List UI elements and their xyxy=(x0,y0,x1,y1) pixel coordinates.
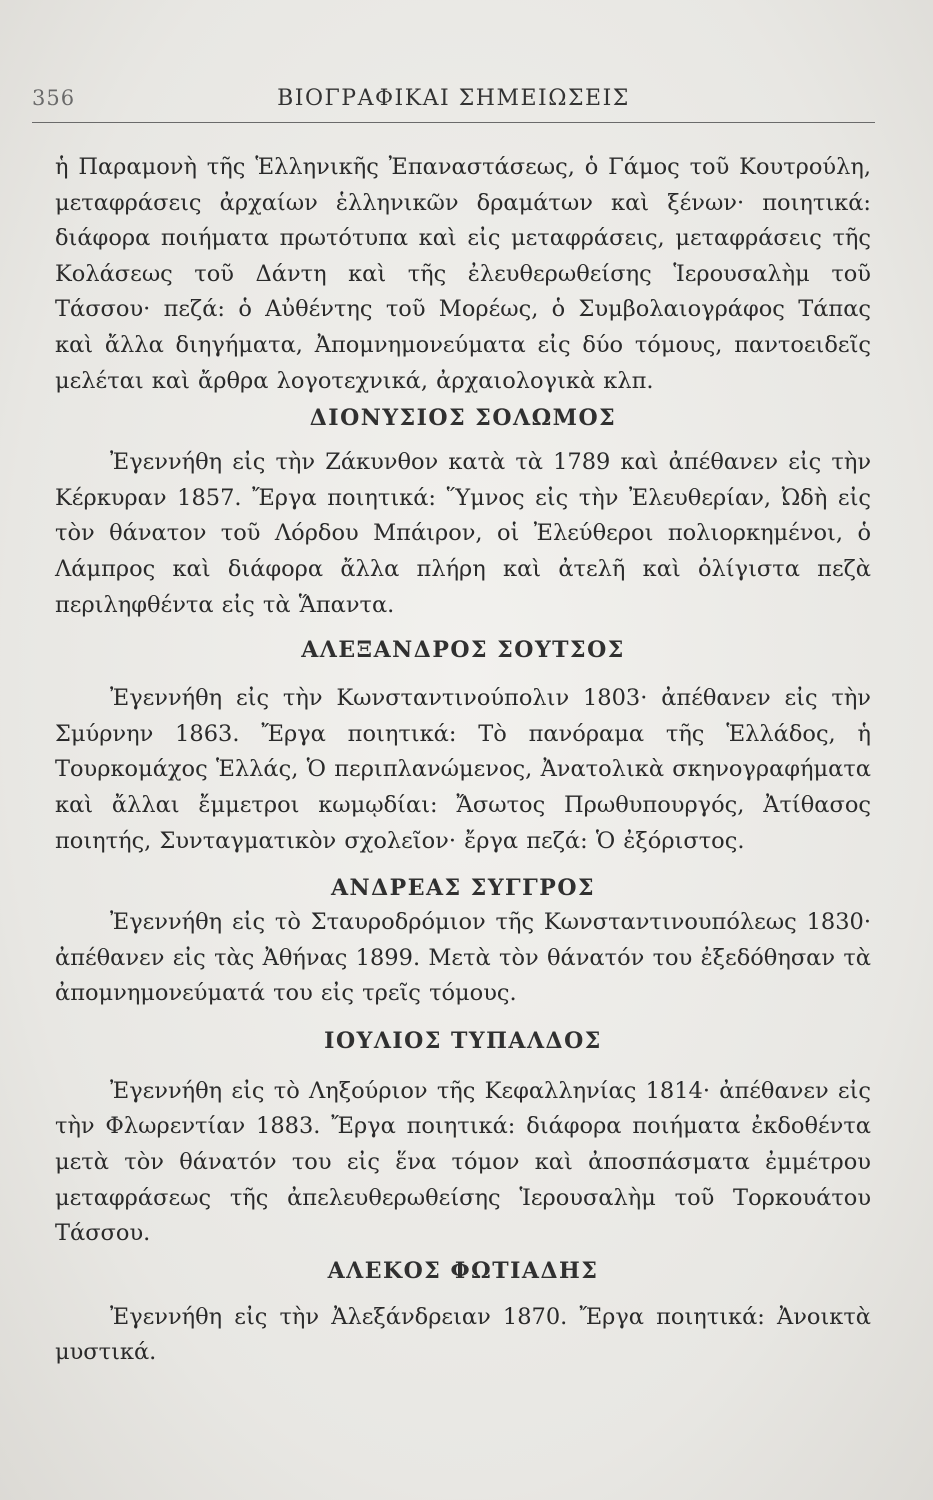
running-head xyxy=(32,82,875,123)
intro-paragraph: ἡ Παραμονὴ τῆς Ἑλληνικῆς Ἐπαναστάσεως, ὁ Γάμος τοῦ Κουτρούλη, μεταφράσεις ἀρχαίων ἑλληνικῶν δραμάτων καὶ ξένων· ποιητικά: διάφορα ποιήματα πρωτότυπα καὶ εἰς μεταφράσεις, μεταφράσεις τῆς Κολάσεως τοῦ Δάντη καὶ τῆς ἐλευθερωθείσης Ἱερουσαλὴμ τοῦ Τάσσου· πεζά: ὁ Αὐθέντης τοῦ Μορέως, ὁ Συμβολαιογράφος Τάπας καὶ ἄλλα διηγήματα, Ἀπομνημονεύματα εἰς δύο τόμους, παντοειδεῖς μελέται καὶ ἄρθρα λογοτεχνικά, ἀρχαιολογικὰ κλπ. xyxy=(55,154,871,394)
entry-text-solomos: Ἐγεννήθη εἰς τὴν Ζάκυνθον κατὰ τὰ 1789 καὶ ἀπέθανεν εἰς τὴν Κέρκυραν 1857. Ἔργα ποιητικά: Ὕμνος εἰς τὴν Ἐλευθερίαν, Ὠδὴ εἰς τὸν θάνατον τοῦ Λόρδου Μπάιρον, οἱ Ἐλεύθεροι πολιορκημένοι, ὁ Λάμπρος καὶ διάφορα ἄλλα πλήρη καὶ ἀτελῆ καὶ ὀλίγιστα πεζὰ περιληφθέντα εἰς τὰ Ἅπαντα. xyxy=(55,449,871,618)
running-title: ΒΙΟΓΡΑΦΙΚΑΙ ΣΗΜΕΙΩΣΕΙΣ xyxy=(277,86,630,111)
entry-heading-syggros: ΑΝΔΡΕΑΣ ΣΥΓΓΡΟΣ xyxy=(330,875,596,902)
body-text xyxy=(55,150,871,1371)
entry-text-fotiadis: Ἐγεννήθη εἰς τὴν Ἀλεξάνδρειαν 1870. Ἔργα ποιητικά: Ἀνοικτὰ μυστικά. xyxy=(55,1303,871,1366)
entry-heading-typaldos: ΙΟΥΛΙΟΣ ΤΥΠΑΛΔΟΣ xyxy=(324,1027,602,1054)
entry-heading-soutsos: ΑΛΕΞΑΝΔΡΟΣ ΣΟΥΤΣΟΣ xyxy=(301,637,625,664)
entry-text-syggros: Ἐγεννήθη εἰς τὸ Σταυροδρόμιον τῆς Κωνσταντινουπόλεως 1830· ἀπέθανεν εἰς τὰς Ἀθήνας 1899. Μετὰ τὸν θάνατόν του ἐξεδόθησαν τὰ ἀπομνημονεύματά του εἰς τρεῖς τόμους. xyxy=(55,909,871,1007)
entry-text-soutsos: Ἐγεννήθη εἰς τὴν Κωνσταντινούπολιν 1803· ἀπέθανεν εἰς τὴν Σμύρνην 1863. Ἔργα ποιητικά: Τὸ πανόραμα τῆς Ἑλλάδος, ἡ Τουρκομάχος Ἑλλάς, Ὁ περιπλανώμενος, Ἀνατολικὰ σκηνογραφήματα καὶ ἄλλαι ἔμμετροι κωμῳδίαι: Ἄσωτος Πρωθυπουργός, Ἀτίθασος ποιητής, Συνταγματικὸν σχολεῖον· ἔργα πεζά: Ὁ ἐξόριστος. xyxy=(55,685,871,854)
entry-heading-fotiadis: ΑΛΕΚΟΣ ΦΩΤΙΑΔΗΣ xyxy=(327,1257,599,1284)
page-number: 356 xyxy=(32,86,76,110)
entry-heading-solomos: ΔΙΟΝΥΣΙΟΣ ΣΟΛΩΜΟΣ xyxy=(309,405,617,432)
entry-text-typaldos: Ἐγεννήθη εἰς τὸ Ληξούριον τῆς Κεφαλληνίας 1814· ἀπέθανεν εἰς τὴν Φλωρεντίαν 1883. Ἔργα ποιητικά: διάφορα ποιήματα ἐκδοθέντα μετὰ τὸν θάνατόν του εἰς ἕνα τόμον καὶ ἀποσπάσματα ἐμμέτρου μεταφράσεως τῆς ἀπελευθερωθείσης Ἱερουσαλὴμ τοῦ Τορκουάτου Τάσσου. xyxy=(55,1077,871,1247)
